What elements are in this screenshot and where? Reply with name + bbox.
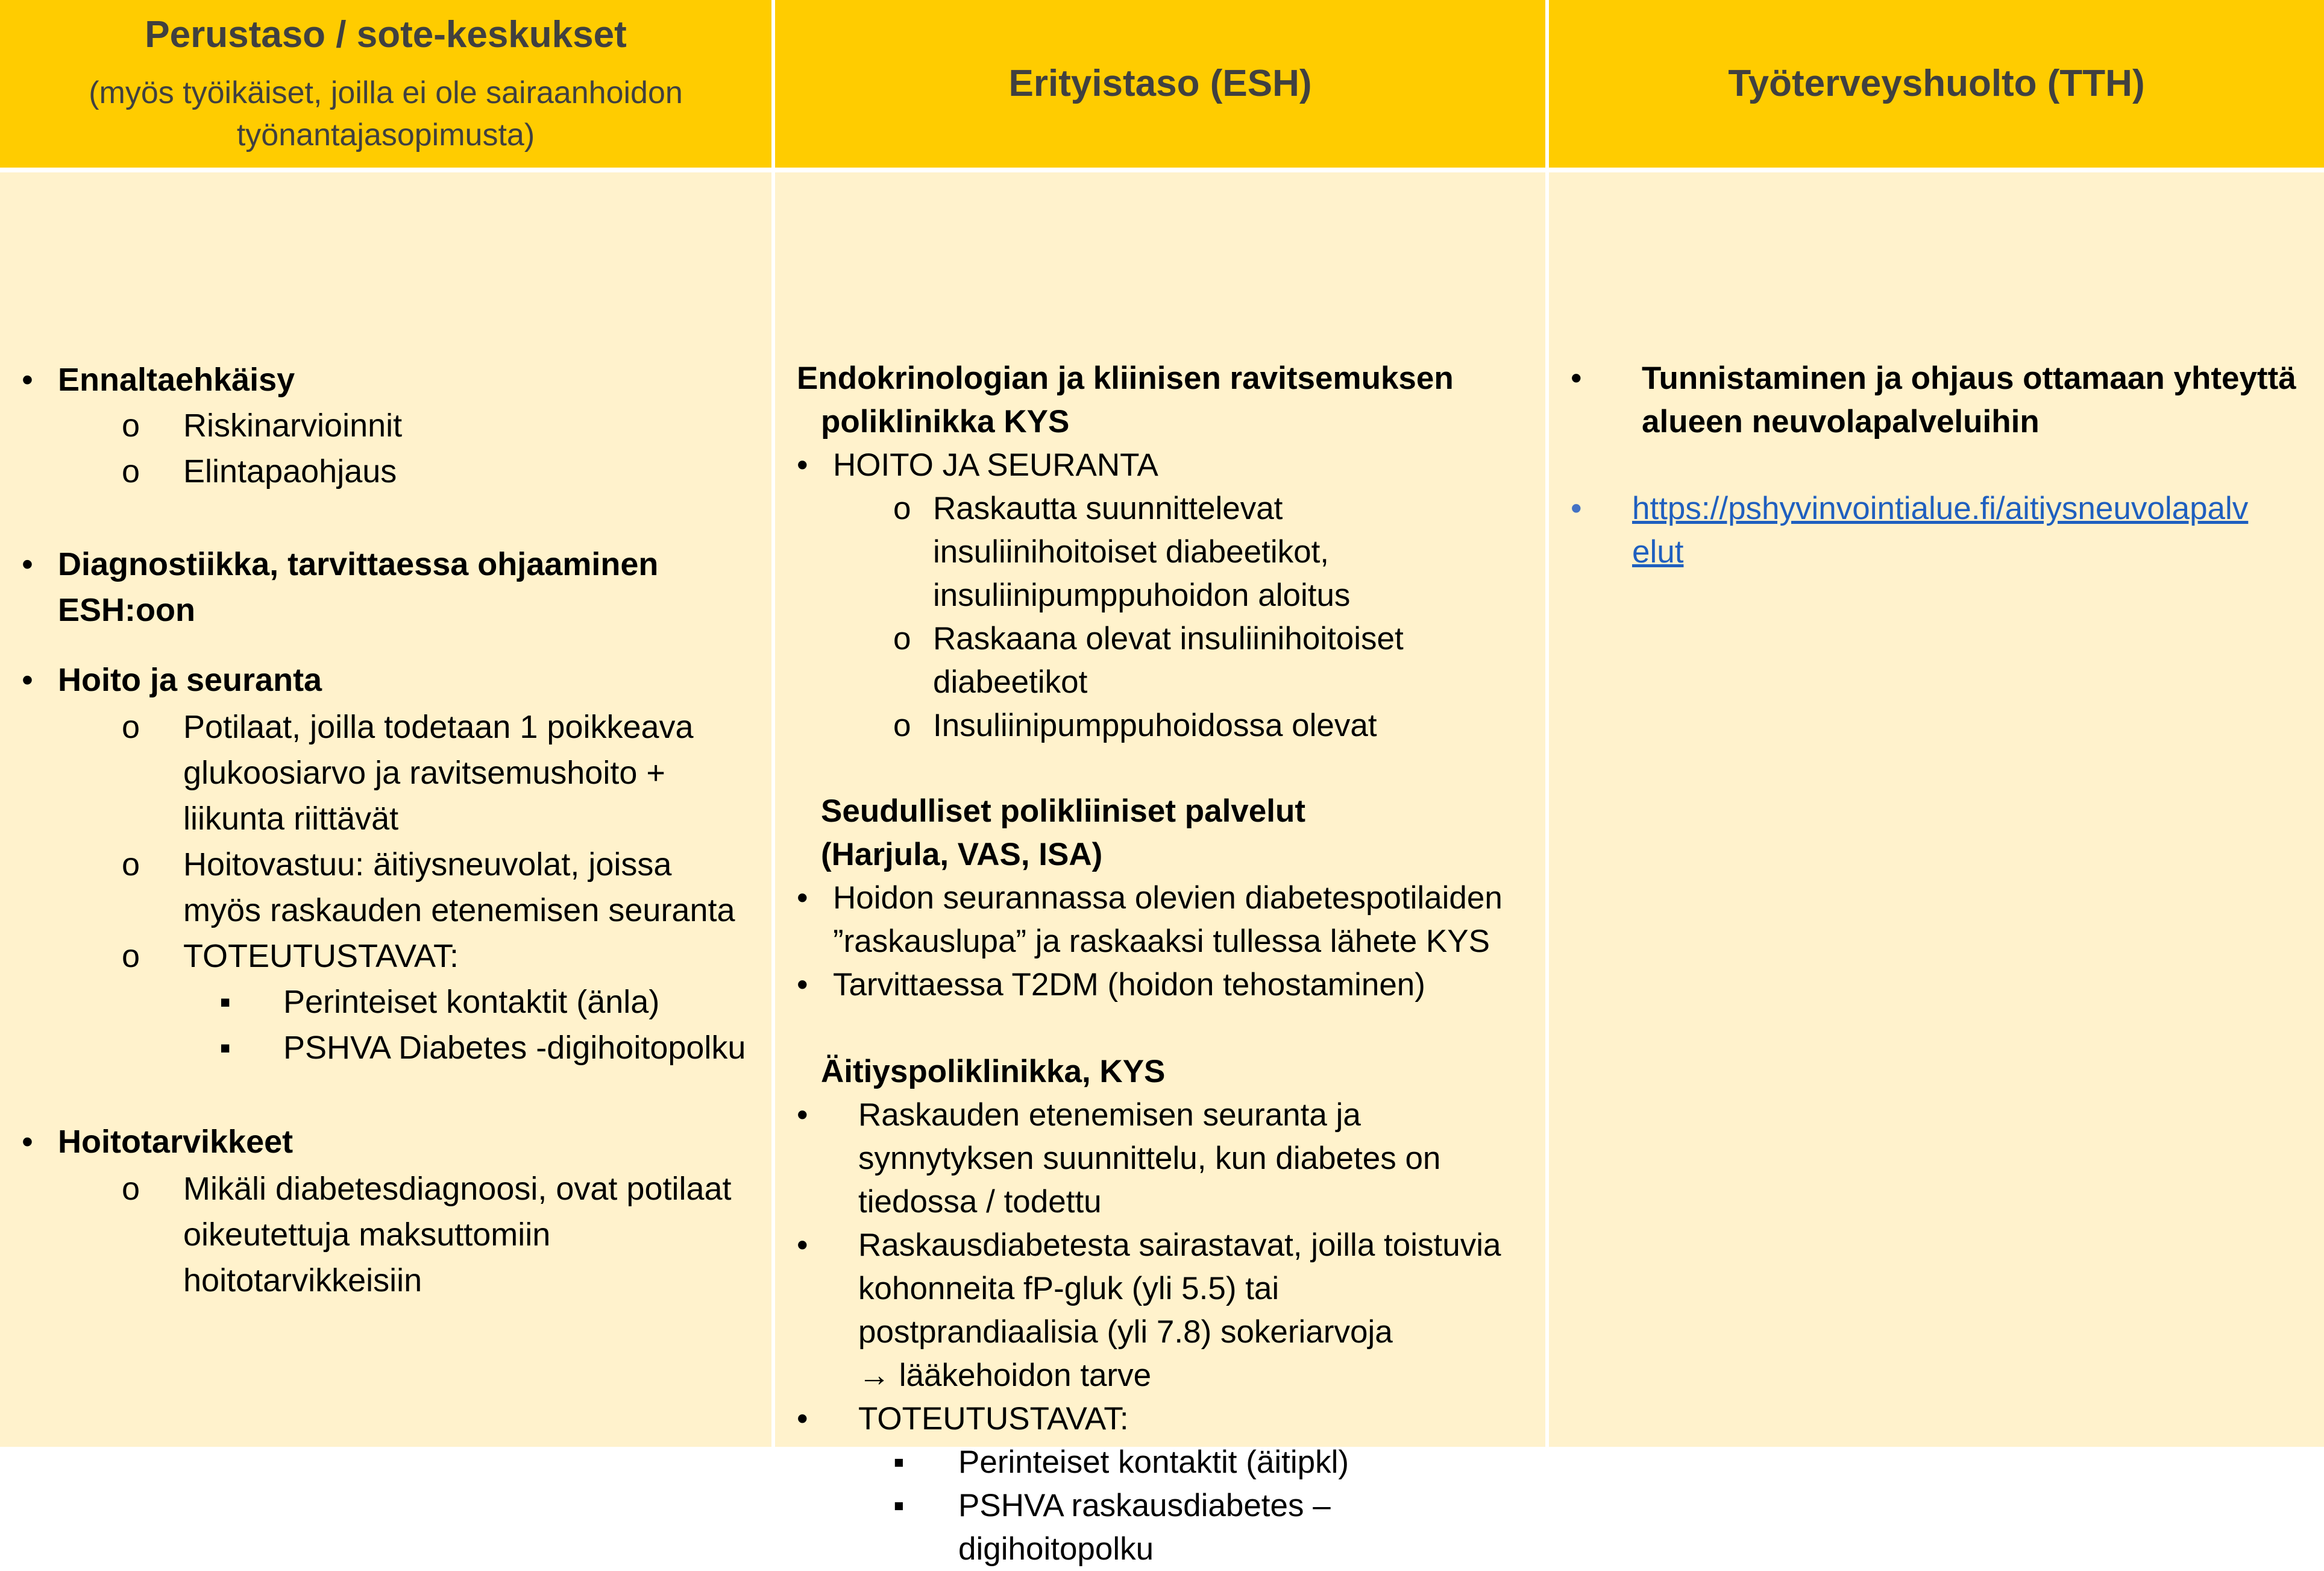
bullet-circle-icon: o [122,938,140,974]
bullet-circle-icon: o [122,408,140,444]
cell-perustaso [0,172,775,1447]
header-title: Perustaso / sote-keskukset [145,14,627,56]
bullet-square-icon: ▪ [893,1444,905,1480]
bullet-circle-icon: o [122,453,140,490]
bullet-square-icon: ▪ [219,984,231,1020]
item-elintapaohjaus: Elintapaohjaus [183,453,397,490]
bullet-disc-icon: • [1571,491,1582,526]
section-endokrinologia: Endokrinologian ja kliinisen ravitsemuksen [797,360,1454,396]
item-mikali-cont: hoitotarvikkeisiin [183,1262,422,1299]
item-toteutustavat: TOTEUTUSTAVAT: [858,1401,1129,1437]
header-title: Erityistaso (ESH) [1008,63,1312,105]
bullet-square-icon: ▪ [893,1488,905,1523]
item-mikali: Mikäli diabetesdiagnoosi, ovat potilaat [183,1171,732,1207]
item-hoitotarvikkeet: Hoitotarvikkeet [58,1124,294,1160]
item-pshva-cont: digihoitopolku [958,1531,1154,1567]
bullet-disc-icon: • [1571,360,1582,396]
item-hoito-ja-seuranta: Hoito ja seuranta [58,662,322,698]
item-raskausdiabetes: Raskausdiabetesta sairastavat, joilla toistuvia [858,1227,1501,1263]
bullet-circle-icon: o [122,846,140,883]
item-etenemisen-cont: synnytyksen suunnittelu, kun diabetes on [858,1141,1441,1176]
item-pshva: PSHVA Diabetes -digihoitopolku [283,1030,746,1066]
header-erityistaso [775,0,1549,172]
item-tarvittaessa: Tarvittaessa T2DM (hoidon tehostaminen) [833,967,1425,1003]
item-hoidon-seurannassa: Hoidon seurannassa olevien diabetespotilaiden [833,880,1503,916]
bullet-disc-icon: • [22,1124,33,1160]
item-raskaana-cont: diabeetikot [933,664,1088,700]
section-seudulliset-cont: (Harjula, VAS, ISA) [821,837,1103,872]
cell-tyoterveyshuolto [1549,172,2324,1447]
item-raskausdiabetes-cont [858,1354,1151,1397]
item-diagnostiikka-cont: ESH:oon [58,592,195,628]
header-subtitle: (myös työikäiset, joilla ei ole sairaanhoidon työnantajasopimusta) [89,75,683,153]
bullet-circle-icon: o [893,621,911,656]
arrow-right-icon: → [858,1358,890,1393]
item-riskinarvioinnit: Riskinarvioinnit [183,408,403,444]
header-tyoterveyshuolto [1549,0,2324,172]
item-pshva: PSHVA raskausdiabetes – [958,1488,1331,1523]
item-perinteiset: Perinteiset kontaktit (äitipkl) [958,1444,1349,1480]
bullet-disc-icon: • [22,662,33,698]
item-etenemisen: Raskauden etenemisen seuranta ja [858,1097,1361,1133]
link-aitiysneuvolapalvelut-cont[interactable]: elut [1632,534,1684,570]
header-title: Työterveyshuolto (TTH) [1728,63,2145,105]
item-raskaana: Raskaana olevat insuliinihoitoiset [933,621,1404,656]
bullet-disc-icon: • [22,362,33,398]
item-perinteiset: Perinteiset kontaktit (änla) [283,984,660,1020]
bullet-disc-icon: • [797,880,808,916]
item-tunnistaminen-cont: alueen neuvolapalveluihin [1642,404,2040,439]
item-potilaat-cont: glukoosiarvo ja ravitsemushoito + [183,755,665,791]
item-hoidon-seurannassa-cont: ”raskauslupa” ja raskaaksi tullessa lähete KYS [833,924,1490,959]
section-endokrinologia-cont: poliklinikka KYS [821,404,1070,439]
item-hoito-ja-seuranta: HOITO JA SEURANTA [833,447,1158,483]
item-raskautta: Raskautta suunnittelevat [933,491,1283,526]
item-laakehoito: lääkehoidon tarve [899,1358,1152,1393]
bullet-disc-icon: • [797,447,808,483]
bullet-disc-icon: • [797,1401,808,1437]
bullet-square-icon: ▪ [219,1030,231,1066]
item-raskautta-cont: insuliinihoitoiset diabeetikot, [933,534,1330,570]
bullet-circle-icon: o [122,709,140,745]
link-aitiysneuvolapalvelut[interactable]: https://pshyvinvointialue.fi/aitiysneuvolapalv [1632,491,2249,526]
item-diagnostiikka: Diagnostiikka, tarvittaessa ohjaaminen [58,546,659,582]
item-raskausdiabetes-cont: kohonneita fP-gluk (yli 5.5) tai [858,1271,1280,1306]
item-mikali-cont: oikeutettuja maksuttomiin [183,1217,551,1253]
item-raskautta-cont: insuliinipumppuhoidon aloitus [933,578,1351,613]
header-perustaso [0,0,775,172]
bullet-circle-icon: o [893,491,911,526]
item-raskausdiabetes-cont: postprandiaalisia (yli 7.8) sokeriarvoja [858,1314,1393,1350]
item-potilaat: Potilaat, joilla todetaan 1 poikkeava [183,709,694,745]
item-etenemisen-cont: tiedossa / todettu [858,1184,1102,1220]
bullet-disc-icon: • [22,546,33,582]
item-tunnistaminen: Tunnistaminen ja ohjaus ottamaan yhteyttä [1642,360,2296,396]
item-insuliinipumppu: Insuliinipumppuhoidossa olevat [933,708,1377,743]
cell-erityistaso [775,172,1549,1567]
section-aitiyspoliklinikka: Äitiyspoliklinikka, KYS [821,1054,1166,1089]
item-ennaltaehkaisy: Ennaltaehkäisy [58,362,295,398]
bullet-circle-icon: o [893,708,911,743]
item-hoitovastuu-cont: myös raskauden etenemisen seuranta [183,892,735,928]
bullet-circle-icon: o [122,1171,140,1207]
item-hoitovastuu: Hoitovastuu: äitiysneuvolat, joissa [183,846,672,883]
bullet-disc-icon: • [797,1097,808,1133]
bullet-disc-icon: • [797,1227,808,1263]
section-seudulliset: Seudulliset polikliiniset palvelut [821,793,1306,829]
bullet-disc-icon: • [797,967,808,1003]
item-potilaat-cont: liikunta riittävät [183,801,399,837]
item-toteutustavat: TOTEUTUSTAVAT: [183,938,459,974]
